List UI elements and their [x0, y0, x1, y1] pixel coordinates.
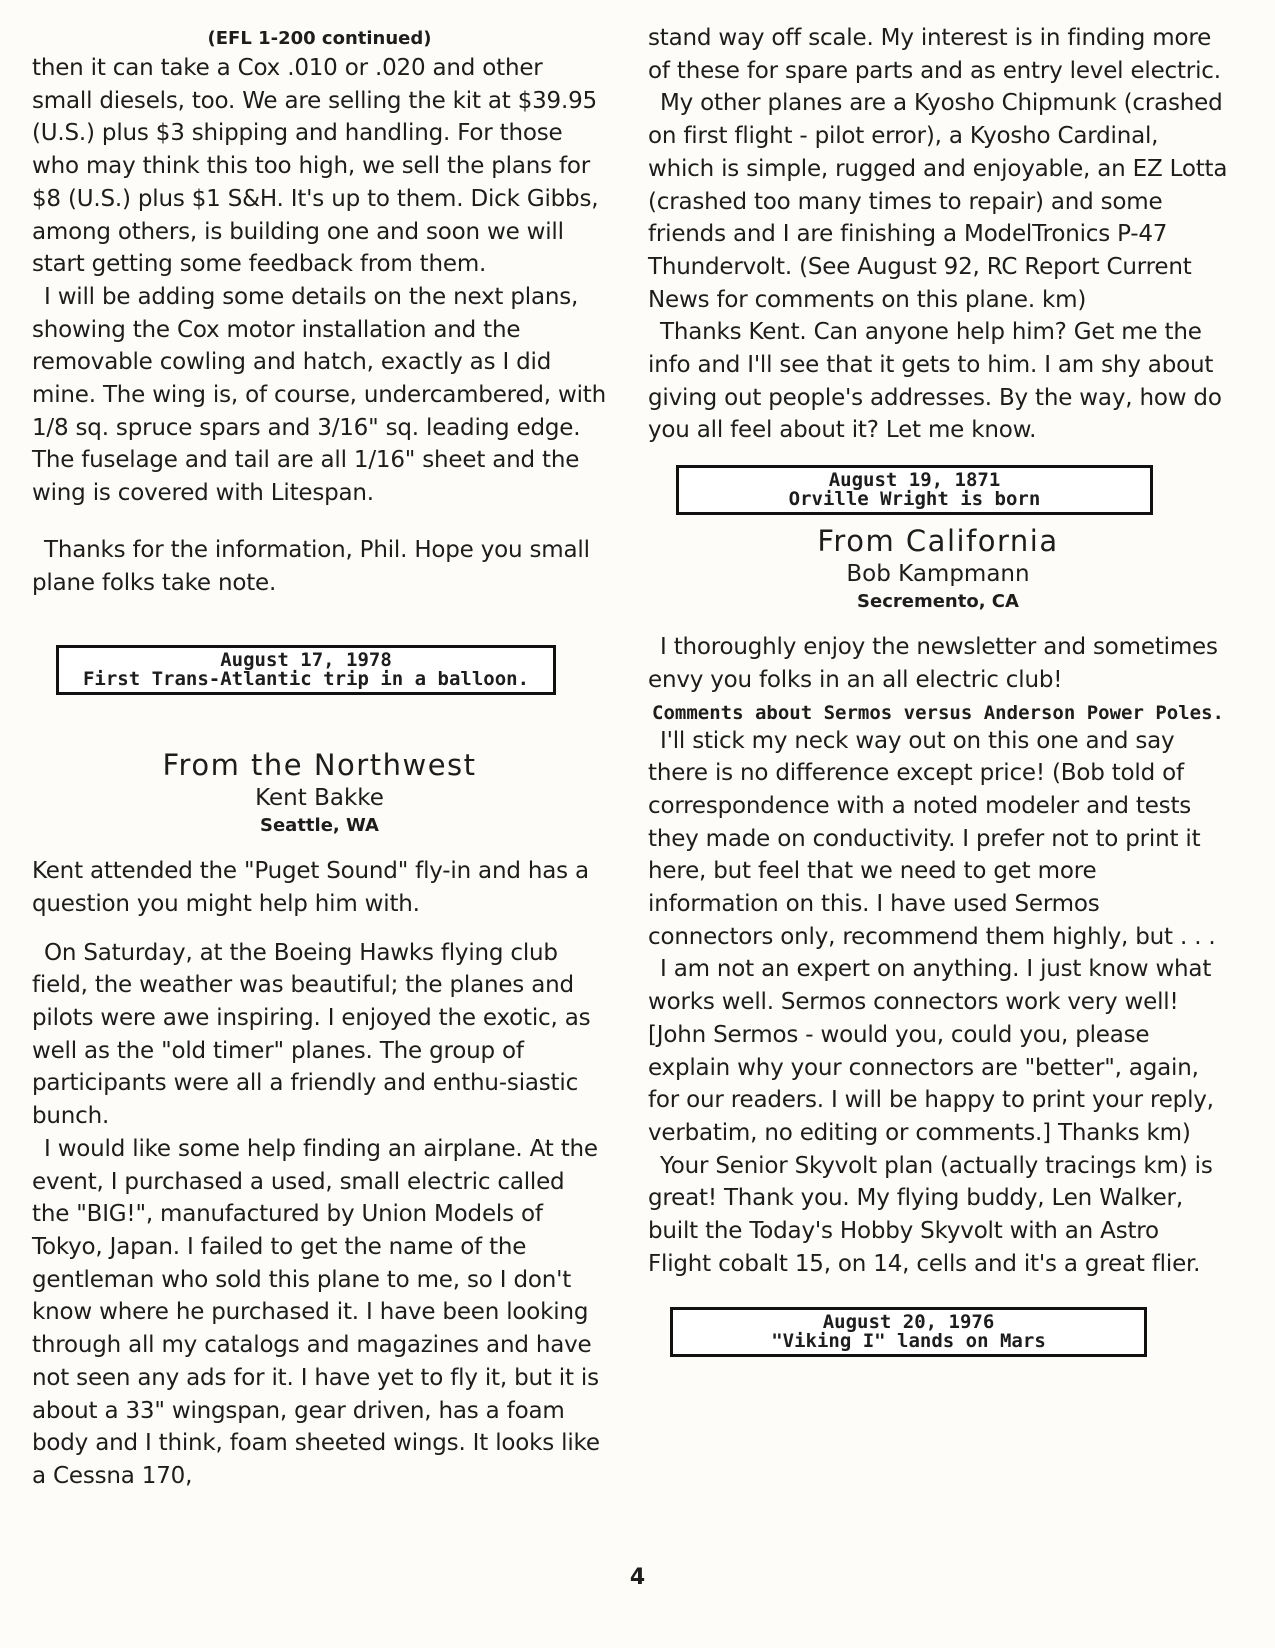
paragraph: Your Senior Skyvolt plan (actually tracings km) is great! Thank you. My flying buddy, Len Walker, built the Today's Hobby Skyvolt with an Astro Flight cobalt 15, on 14, cells and it's a great flier. [648, 1152, 1213, 1277]
event-date: August 19, 1871 [828, 469, 1001, 492]
event-callout-box [676, 465, 1153, 515]
paragraph: then it can take a Cox .010 or .020 and other small diesels, too. We are selling the kit at $39.95 (U.S.) plus $3 shipping and handling. For those who may think this too high, we sell the plans for $8 (U.S.) plus $1 S&H. It's up to them. Dick Gibbs, among others, is building one and soon we will start getting some feedback from them. [32, 55, 599, 278]
paragraph: I thoroughly enjoy the newsletter and sometimes envy you folks in an all electric club! [648, 634, 1218, 693]
subheading: Comments about Sermos versus Anderson Power Poles. [652, 701, 1224, 724]
continued-heading: (EFL 1-200 continued) [207, 28, 432, 49]
paragraph: I am not an expert on anything. I just know what works well. Sermos connectors work very well! [John Sermos - would you, could you, please explain why your connectors are "better", again, for our readers. I will be happy to print your reply, verbatim, no editing or comments.] Thanks km) [648, 956, 1214, 1146]
paragraph: My other planes are a Kyosho Chipmunk (crashed on first flight - pilot error), a Kyosho Cardinal, which is simple, rugged and enjoyable, an EZ Lotta (crashed too many times to repair) and some friends and I are finishing a ModelTronics P-47 Thundervolt. (See August 92, RC Report Current News for comments on this plane. km) [648, 90, 1228, 313]
author-name: Kent Bakke [255, 785, 384, 812]
left-column [32, 22, 607, 1493]
author-location: Secremento, CA [857, 591, 1019, 613]
paragraph: Thanks for the information, Phil. Hope you small plane folks take note. [32, 536, 590, 596]
paragraph: I would like some help finding an airplane. At the event, I purchased a used, small electric called the "BIG!", manufactured by Union Models of Tokyo, Japan. I failed to get the name of the gentleman who sold this plane to me, so I don't know where he purchased it. I have been looking through all my catalogs and magazines and have not seen any ads for it. I have yet to fly it, but it is about a 33" wingspan, gear driven, has a foam body and I think, foam sheeted wings. It looks like a Cessna 170, [32, 1135, 600, 1489]
author-name: Bob Kampmann [846, 561, 1030, 588]
right-column [648, 22, 1228, 1357]
event-description: Orville Wright is born [788, 488, 1041, 511]
author-location: Seattle, WA [260, 815, 379, 837]
paragraph: I will be adding some details on the next plans, showing the Cox motor installation and the removable cowling and hatch, exactly as I did mine. The wing is, of course, undercambered, with 1/8 sq. spruce spars and 3/16" sq. leading edge. The fuselage and tail are all 1/16" sheet and the wing is covered with Litespan. [32, 283, 606, 507]
paragraph: On Saturday, at the Boeing Hawks flying club field, the weather was beautiful; the planes and pilots were awe inspiring. I enjoyed the exotic, as well as the "old timer" planes. The group of participants were all a friendly and enthu-siastic bunch. [32, 939, 591, 1130]
event-date: August 17, 1978 [220, 649, 392, 672]
event-date: August 20, 1976 [822, 1310, 995, 1333]
paragraph: stand way off scale. My interest is in finding more of these for spare parts and as entry level electric. [648, 25, 1221, 84]
event-description: "Viking I" lands on Mars [771, 1329, 1046, 1352]
paragraph: Kent attended the "Puget Sound" fly-in and has a question you might help him with. [32, 858, 589, 917]
page-number: 4 [629, 1565, 646, 1590]
section-title: From California [817, 524, 1059, 559]
section-title: From the Northwest [162, 748, 477, 783]
paragraph: I'll stick my neck way out on this one and say there is no difference except price! (Bob told of correspondence with a noted modeler and tests they made on conductivity. I prefer not to print it here, but feel that we need to get more information on this. I have used Sermos connectors only, recommend them highly, but . . . [648, 727, 1216, 950]
event-callout-box [56, 645, 556, 695]
paragraph: Thanks Kent. Can anyone help him? Get me the info and I'll see that it gets to him. I am shy about giving out people's addresses. By the way, how do you all feel about it? Let me know. [648, 319, 1222, 444]
event-callout-box [670, 1307, 1147, 1357]
event-description: First Trans-Atlantic trip in a balloon. [82, 668, 530, 691]
